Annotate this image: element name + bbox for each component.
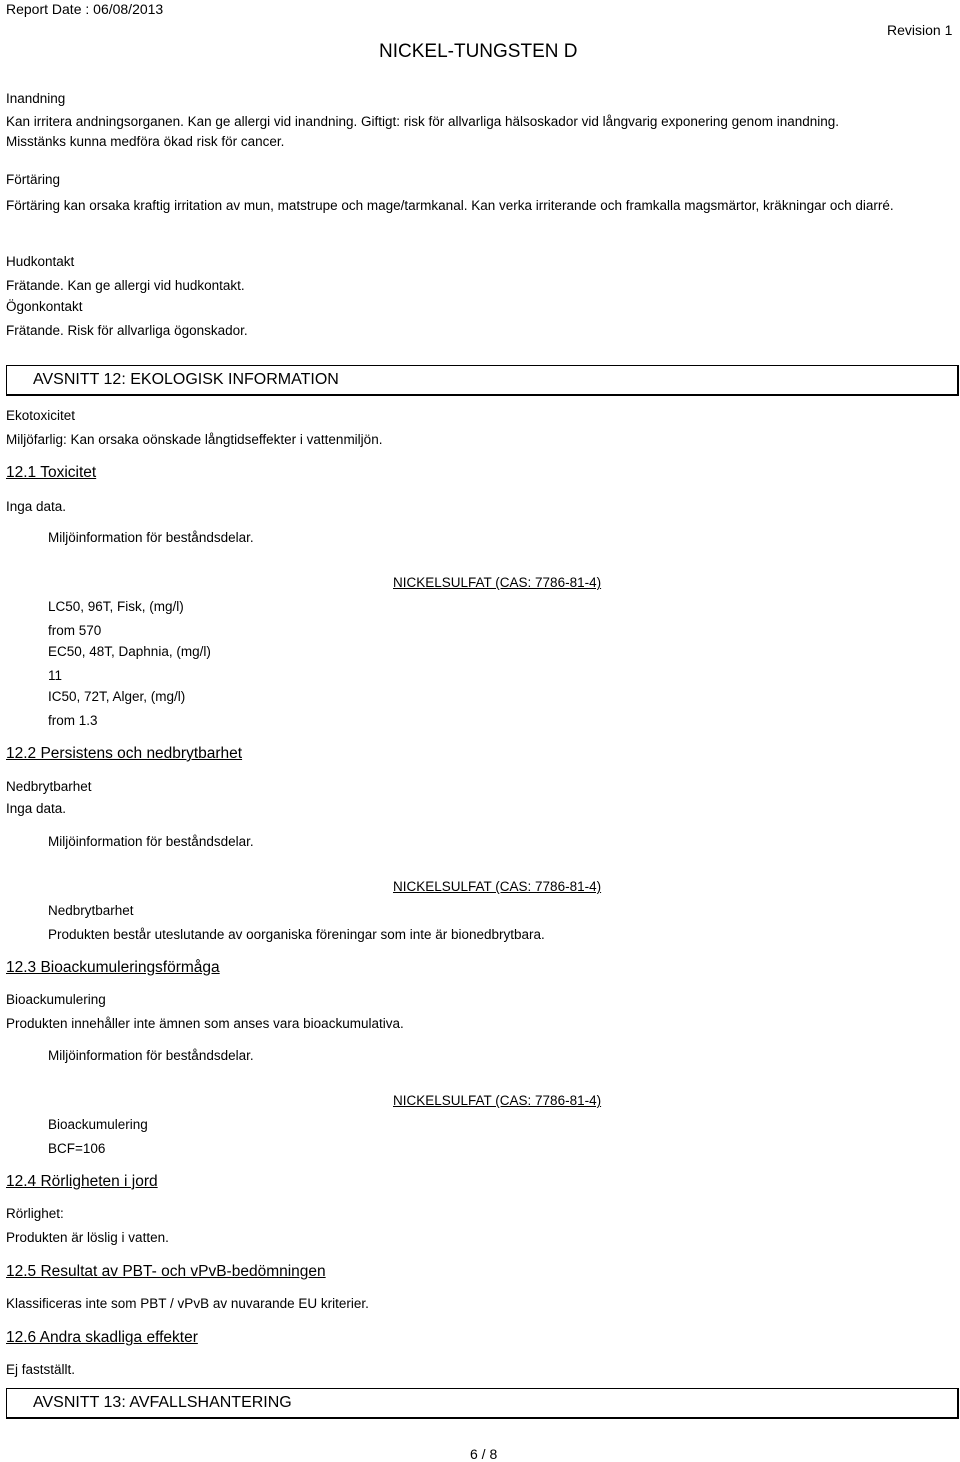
bioaccumulation-env-info: Miljöinformation för beståndsdelar.	[48, 1048, 254, 1063]
document-title: NICKEL-TUNGSTEN D	[379, 41, 578, 62]
toxicity-row: LC50, 96T, Fisk, (mg/l)	[48, 599, 184, 614]
bioaccumulation-text: Produkten innehåller inte ämnen som anses vara bioackumulativa.	[6, 1016, 404, 1031]
subsection-12-4-heading: 12.4 Rörligheten i jord	[6, 1173, 158, 1190]
toxicity-row: from 570	[48, 623, 102, 638]
subsection-12-6-heading: 12.6 Andra skadliga effekter	[6, 1329, 198, 1346]
subsection-12-3-heading: 12.3 Bioackumuleringsförmåga	[6, 959, 220, 976]
report-date: Report Date : 06/08/2013	[6, 1, 164, 17]
subsection-12-2-heading: 12.2 Persistens och nedbrytbarhet	[6, 745, 243, 762]
toxicity-row: IC50, 72T, Alger, (mg/l)	[48, 689, 186, 704]
bioaccumulation-label: Bioackumulering	[6, 992, 106, 1007]
section-12-title: AVSNITT 12: EKOLOGISK INFORMATION	[33, 371, 339, 388]
other-effects-text: Ej fastställt.	[6, 1362, 76, 1377]
section-12-header	[6, 365, 959, 396]
eye-contact-heading: Ögonkontakt	[6, 299, 83, 314]
ingestion-text: Förtäring kan orsaka kraftig irritation av mun, matstrupe och mage/tarmkanal. Kan verka irriterande och framkalla magsmärtor, kräkningar och diarré.	[6, 198, 894, 213]
ecotox-text: Miljöfarlig: Kan orsaka oönskade långtidseffekter i vattenmiljön.	[6, 432, 383, 447]
toxicity-row: from 1.3	[48, 713, 98, 728]
inhalation-text-1: Kan irritera andningsorganen. Kan ge allergi vid inandning. Giftigt: risk för allvarliga hälsoskador vid långvarig exponering genom inandning.	[6, 114, 839, 129]
degradability-env-info: Miljöinformation för beståndsdelar.	[48, 834, 254, 849]
section-13-header	[6, 1388, 959, 1419]
mobility-label: Rörlighet:	[6, 1206, 64, 1221]
revision: Revision 1	[887, 22, 953, 38]
degradability-sub-label: Nedbrytbarhet	[48, 903, 134, 918]
section-13-title: AVSNITT 13: AVFALLSHANTERING	[33, 1394, 292, 1411]
degradability-no-data: Inga data.	[6, 801, 67, 816]
skin-contact-heading: Hudkontakt	[6, 254, 75, 269]
ecotox-heading: Ekotoxicitet	[6, 408, 76, 423]
inhalation-text-2: Misstänks kunna medföra ökad risk för cancer.	[6, 134, 285, 149]
degradability-label: Nedbrytbarhet	[6, 779, 92, 794]
bioaccumulation-sub-label: Bioackumulering	[48, 1117, 148, 1132]
subsection-12-1-heading: 12.1 Toxicitet	[6, 464, 97, 481]
mobility-text: Produkten är löslig i vatten.	[6, 1230, 169, 1245]
toxicity-no-data: Inga data.	[6, 499, 67, 514]
page-number: 6 / 8	[470, 1446, 498, 1462]
toxicity-substance: NICKELSULFAT (CAS: 7786-81-4)	[393, 575, 602, 590]
toxicity-env-info: Miljöinformation för beståndsdelar.	[48, 530, 254, 545]
ingestion-heading: Förtäring	[6, 172, 61, 187]
toxicity-row: 11	[48, 668, 63, 683]
bioaccumulation-substance: NICKELSULFAT (CAS: 7786-81-4)	[393, 1093, 602, 1108]
bioaccumulation-sub-value: BCF=106	[48, 1141, 106, 1156]
pbt-text: Klassificeras inte som PBT / vPvB av nuvarande EU kriterier.	[6, 1296, 369, 1311]
skin-contact-text: Frätande. Kan ge allergi vid hudkontakt.	[6, 278, 245, 293]
degradability-substance: NICKELSULFAT (CAS: 7786-81-4)	[393, 879, 602, 894]
degradability-sub-text: Produkten består uteslutande av oorganiska föreningar som inte är bionedbrytbara.	[48, 927, 545, 942]
toxicity-row: EC50, 48T, Daphnia, (mg/l)	[48, 644, 211, 659]
inhalation-heading: Inandning	[6, 91, 66, 106]
eye-contact-text: Frätande. Risk för allvarliga ögonskador.	[6, 323, 248, 338]
subsection-12-5-heading: 12.5 Resultat av PBT- och vPvB-bedömningen	[6, 1263, 326, 1280]
